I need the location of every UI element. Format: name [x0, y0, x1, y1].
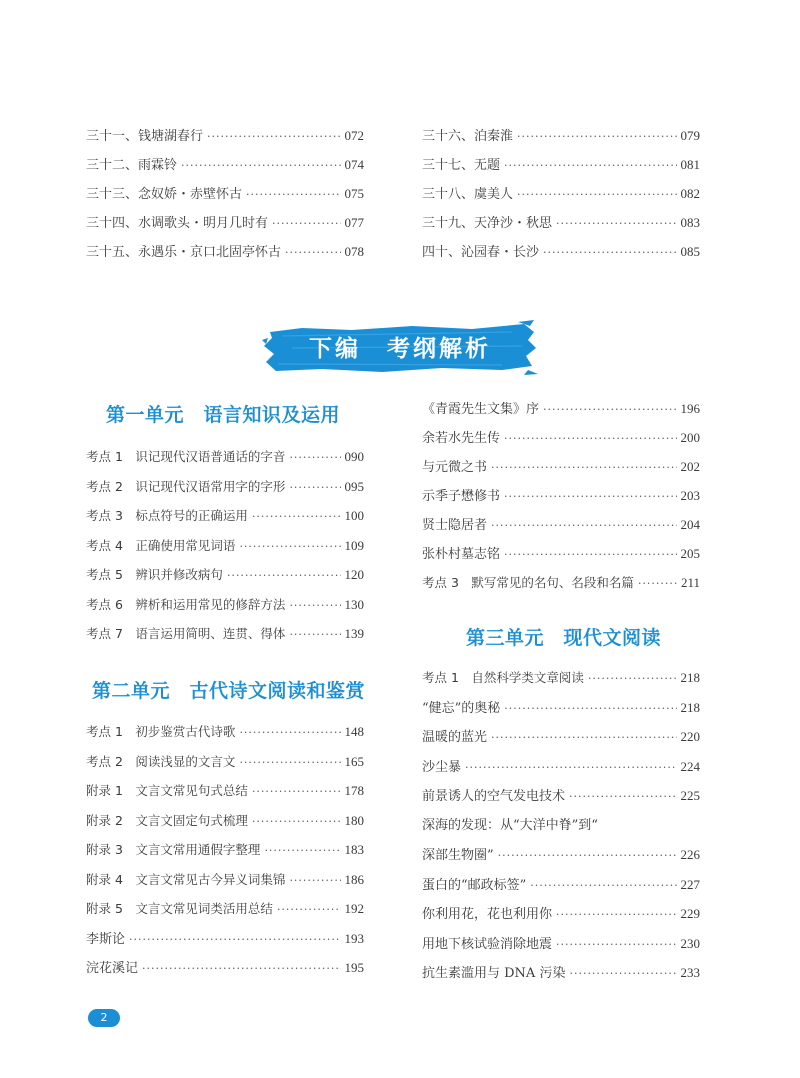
toc-entry-page: 180: [344, 812, 364, 828]
toc-entry[interactable]: [86, 564, 364, 586]
toc-entry[interactable]: [86, 751, 364, 773]
toc-entry-page: 225: [680, 788, 700, 803]
toc-entry-page: 227: [680, 876, 700, 892]
leader-dots: [289, 477, 340, 499]
toc-entry-page: 072: [344, 128, 364, 143]
toc-entry[interactable]: [422, 874, 700, 896]
toc-entry-title: 三十一、钱塘湖春行: [86, 129, 204, 144]
toc-entry-page: 183: [344, 842, 364, 857]
toc-entry-title: 贤士隐居者: [422, 518, 488, 533]
leader-dots: [504, 155, 676, 177]
leader-dots: [142, 958, 340, 980]
toc-entry[interactable]: [422, 962, 700, 984]
toc-entry[interactable]: [422, 667, 700, 689]
toc-entry-title: 前景诱人的空气发电技术: [422, 789, 566, 804]
toc-entry[interactable]: [86, 125, 364, 147]
toc-entry-page: 100: [344, 508, 364, 523]
toc-entry-title: 三十三、念奴娇・赤壁怀古: [86, 187, 243, 202]
toc-entry-title: 三十五、永遇乐・京口北固亭怀古: [86, 245, 282, 260]
toc-entry-title: 深海的发现：从“大洋中脊”到“: [422, 817, 598, 833]
toc-entry-page: 081: [680, 157, 700, 172]
toc-entry[interactable]: [86, 446, 364, 468]
toc-entry-multiline-first[interactable]: [422, 815, 700, 837]
toc-entry-page: 077: [344, 215, 364, 230]
leader-dots: [285, 242, 340, 264]
toc-entry[interactable]: [86, 535, 364, 557]
toc-entry[interactable]: [422, 933, 700, 955]
leader-dots: [181, 155, 340, 177]
toc-entry[interactable]: [86, 476, 364, 498]
toc-entry-title: 张朴村墓志铭: [422, 547, 501, 562]
toc-entry-title: 考点 7 语言运用简明、连贯、得体: [86, 626, 286, 641]
toc-entry-title: 考点 1 识记现代汉语普通话的字音: [86, 449, 286, 464]
toc-entry-page: 075: [344, 186, 364, 201]
leader-dots: [556, 904, 676, 926]
toc-entry[interactable]: [422, 183, 700, 205]
leader-dots: [289, 624, 340, 646]
toc-entry-title: 考点 4 正确使用常见词语: [86, 537, 236, 553]
toc-entry-page: 203: [680, 488, 700, 503]
toc-entry-title-continued: 深部生物圈”: [422, 848, 494, 863]
toc-entry-page: 233: [680, 965, 700, 980]
toc-entry-page: 082: [680, 186, 700, 201]
toc-entry-page: 193: [344, 930, 364, 946]
toc-entry-page: 109: [344, 537, 364, 553]
section-banner: [262, 318, 538, 380]
toc-entry-title: 三十九、天净沙・秋思: [422, 216, 553, 231]
toc-entry[interactable]: [422, 903, 700, 925]
leader-dots: [504, 544, 676, 566]
toc-entry-page: 148: [344, 724, 364, 739]
toc-entry-title: 四十、沁园春・长沙: [422, 245, 540, 260]
leader-dots: [569, 786, 676, 808]
leader-dots: [272, 213, 340, 235]
toc-entry-title: “健忘”的奥秘: [422, 700, 501, 716]
toc-entry-page: 205: [680, 546, 700, 561]
toc-entry-title: 与元微之书: [422, 460, 488, 475]
toc-entry[interactable]: [422, 756, 700, 778]
leader-dots: [252, 811, 341, 833]
toc-entry-page: 211: [680, 575, 700, 590]
toc-entry-page: 192: [344, 901, 364, 916]
toc-entry-page: 230: [680, 935, 700, 951]
toc-entry-title: 三十六、泊秦淮: [422, 129, 514, 144]
toc-entry[interactable]: [86, 780, 364, 802]
toc-entry-title: 考点 6 辨析和运用常见的修辞方法: [86, 596, 286, 612]
toc-entry-page: 165: [344, 753, 364, 769]
page-number-badge: 2: [88, 1009, 120, 1027]
leader-dots: [129, 929, 340, 951]
toc-entry-title: 附录 1 文言文常见句式总结: [86, 783, 248, 798]
leader-dots: [491, 457, 676, 479]
toc-entry-page: 090: [344, 449, 364, 464]
toc-entry-title: 考点 2 识记现代汉语常用字的字形: [86, 478, 286, 494]
toc-entry-page: 196: [680, 401, 700, 416]
toc-entry-page: 195: [344, 960, 364, 975]
toc-entry-title: 考点 3 默写常见的名句、名段和名篇: [422, 575, 634, 590]
leader-dots: [517, 184, 676, 206]
toc-entry[interactable]: [422, 726, 700, 748]
toc-entry[interactable]: [86, 183, 364, 205]
toc-entry[interactable]: [422, 514, 700, 536]
toc-entry-title: 考点 1 自然科学类文章阅读: [422, 670, 584, 685]
toc-entry[interactable]: [86, 241, 364, 263]
toc-entry-page: 130: [344, 596, 364, 612]
toc-entry[interactable]: [422, 543, 700, 565]
leader-dots: [638, 573, 677, 595]
toc-entry-title: 附录 2 文言文固定句式梳理: [86, 812, 248, 828]
toc-entry-page: 085: [680, 244, 700, 259]
toc-entry-page: 078: [344, 244, 364, 259]
toc-entry-page: 139: [344, 626, 364, 641]
toc-entry[interactable]: [86, 212, 364, 234]
leader-dots: [289, 447, 340, 469]
toc-entry-title: 三十四、水调歌头・明月几时有: [86, 216, 269, 231]
leader-dots: [239, 752, 340, 774]
toc-entry-page: 218: [680, 699, 700, 715]
toc-entry-page: 229: [680, 906, 700, 921]
leader-dots: [517, 126, 676, 148]
toc-entry[interactable]: [86, 154, 364, 176]
toc-entry[interactable]: [86, 594, 364, 616]
toc-entry-title: 《青霞先生文集》序: [422, 402, 540, 417]
toc-entry-page: 083: [680, 215, 700, 230]
leader-dots: [239, 722, 340, 744]
leader-dots: [543, 399, 676, 421]
leader-dots: [252, 781, 341, 803]
toc-entry-title: 沙尘暴: [422, 759, 462, 775]
leader-dots: [530, 875, 676, 897]
toc-entry-page: 095: [344, 478, 364, 494]
leader-dots: [252, 506, 341, 528]
toc-entry-title: 李斯论: [86, 931, 126, 947]
toc-entry[interactable]: [86, 505, 364, 527]
toc-entry[interactable]: [422, 485, 700, 507]
toc-entry-title: 三十八、虞美人: [422, 187, 514, 202]
leader-dots: [465, 757, 676, 779]
leader-dots: [491, 515, 676, 537]
toc-entry[interactable]: [422, 125, 700, 147]
toc-entry-title: 附录 4 文言文常见古今异义词集锦: [86, 871, 286, 887]
toc-entry-page: 204: [680, 517, 700, 532]
toc-entry-page: 120: [344, 567, 364, 582]
toc-entry[interactable]: [422, 154, 700, 176]
toc-entry[interactable]: [422, 427, 700, 449]
toc-entry[interactable]: [86, 839, 364, 861]
toc-entry-page: 074: [344, 157, 364, 172]
leader-dots: [504, 486, 676, 508]
toc-entry[interactable]: [86, 721, 364, 743]
toc-entry[interactable]: [86, 957, 364, 979]
banner-title: 下编 考纲解析: [309, 336, 491, 362]
toc-entry[interactable]: [86, 898, 364, 920]
toc-entry[interactable]: [422, 456, 700, 478]
leader-dots: [289, 595, 340, 617]
leader-dots: [543, 242, 676, 264]
toc-entry-page: 079: [680, 128, 700, 143]
unit-1-heading: 第一单元 语言知识及运用: [106, 404, 341, 426]
leader-dots: [289, 870, 340, 892]
toc-entry-title: 附录 3 文言文常用通假字整理: [86, 842, 261, 857]
unit-3-heading: 第三单元 现代文阅读: [466, 627, 662, 649]
toc-entry[interactable]: [422, 697, 700, 719]
toc-entry-page: 200: [680, 430, 700, 445]
toc-entry-title: 用地下核试验消除地震: [422, 936, 553, 952]
unit-2-heading: 第二单元 古代诗文阅读和鉴赏: [92, 680, 366, 702]
leader-dots: [556, 213, 676, 235]
toc-entry-title: 浣花溪记: [86, 961, 139, 976]
toc-entry-page: 186: [344, 871, 364, 887]
leader-dots: [491, 727, 676, 749]
toc-entry-title: 三十七、无题: [422, 158, 501, 173]
toc-entry-title: 考点 5 辨识并修改病句: [86, 567, 223, 582]
leader-dots: [277, 899, 341, 921]
toc-entry-title: 抗生素滥用与 DNA 污染: [422, 966, 566, 981]
toc-entry-title: 考点 2 阅读浅显的文言文: [86, 753, 236, 769]
toc-entry-page: 226: [680, 847, 700, 862]
leader-dots: [504, 698, 676, 720]
toc-entry[interactable]: [86, 928, 364, 950]
toc-entry[interactable]: [86, 869, 364, 891]
toc-entry-title: 蛋白的“邮政标签”: [422, 877, 527, 893]
toc-entry-title: 考点 3 标点符号的正确运用: [86, 508, 248, 523]
toc-entry-title: 余若水先生传: [422, 431, 501, 446]
toc-entry[interactable]: [422, 572, 700, 594]
toc-entry-title: 考点 1 初步鉴赏古代诗歌: [86, 724, 236, 739]
toc-entry-title: 三十二、雨霖铃: [86, 158, 178, 173]
toc-entry[interactable]: [422, 398, 700, 420]
leader-dots: [239, 536, 340, 558]
leader-dots: [246, 184, 340, 206]
leader-dots: [227, 565, 341, 587]
leader-dots: [569, 963, 676, 985]
toc-entry-title: 示季子懋修书: [422, 489, 501, 504]
toc-entry-page: 202: [680, 459, 700, 474]
toc-entry-page: 224: [680, 758, 700, 774]
toc-entry-page: 178: [344, 783, 364, 798]
toc-entry-page: 218: [680, 670, 700, 685]
toc-entry[interactable]: [422, 212, 700, 234]
toc-entry-multiline-second[interactable]: [422, 844, 700, 866]
toc-entry[interactable]: [422, 241, 700, 263]
toc-entry-title: 你利用花，花也利用你: [422, 907, 553, 922]
leader-dots: [498, 845, 677, 867]
leader-dots: [504, 428, 676, 450]
leader-dots: [264, 840, 340, 862]
toc-entry[interactable]: [86, 810, 364, 832]
leader-dots: [588, 668, 677, 690]
leader-dots: [207, 126, 340, 148]
toc-entry-title: 温暖的蓝光: [422, 730, 488, 745]
leader-dots: [556, 934, 676, 956]
toc-entry-page: 220: [680, 729, 700, 744]
toc-entry[interactable]: [422, 785, 700, 807]
toc-entry-title: 附录 5 文言文常见词类活用总结: [86, 901, 273, 916]
toc-entry[interactable]: [86, 623, 364, 645]
